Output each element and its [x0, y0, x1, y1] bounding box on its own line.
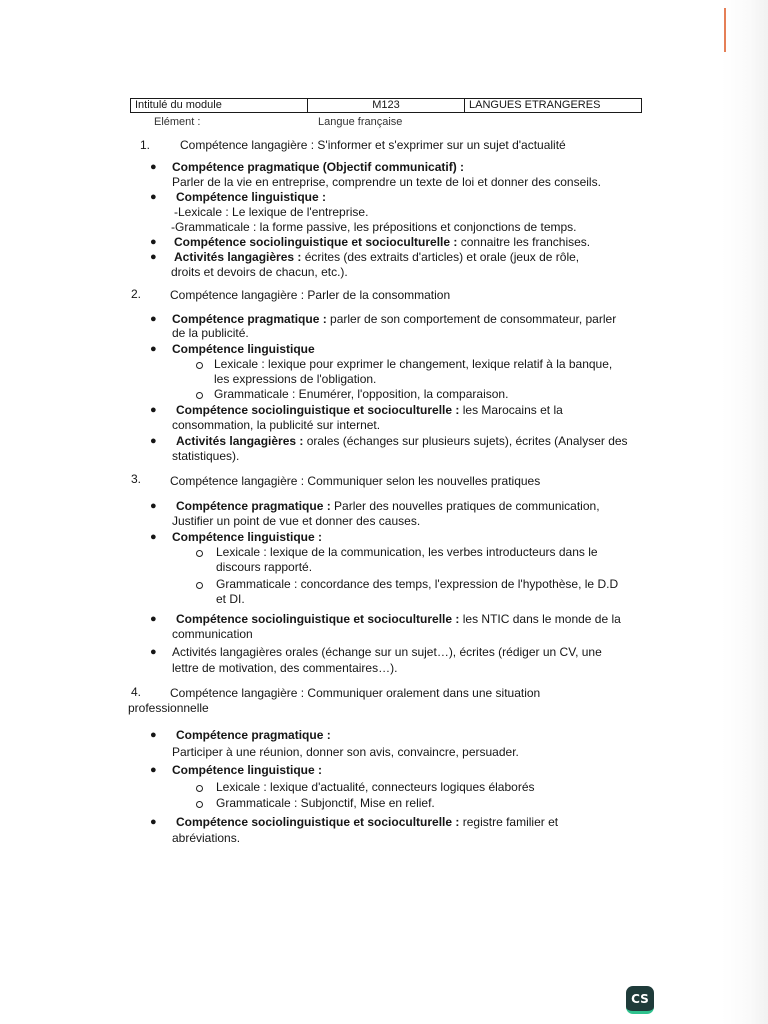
- section-heading-prefix: Compétence langagière :: [180, 138, 318, 152]
- item-text: abréviations.: [172, 831, 241, 845]
- sub-bullet-icon: [196, 785, 203, 792]
- bullet-icon: ●: [150, 343, 157, 355]
- sub-item-text: Lexicale : lexique de la communication, les verbes introducteurs dans le: [216, 545, 598, 559]
- item-text: Parler de la vie en entreprise, comprendre un texte de loi et donner des conseils.: [172, 175, 601, 189]
- item-text: écrites (des extraits d'articles) et orale (jeux de rôle,: [304, 250, 580, 264]
- bullet-icon: ●: [150, 404, 157, 416]
- module-label-cell: Intitulé du module: [131, 99, 308, 112]
- item-text: lettre de motivation, des commentaires…).: [172, 661, 398, 675]
- sub-item-text: et DI.: [216, 592, 245, 606]
- section-heading-prefix: Compétence langagière :: [170, 686, 308, 700]
- item-text: statistiques).: [172, 449, 240, 463]
- item-label: Compétence linguistique: [172, 342, 315, 356]
- element-value: Langue française: [318, 116, 403, 128]
- section-number: 4.: [131, 685, 142, 699]
- item-label: Compétence pragmatique (Objectif communicatif) :: [172, 160, 465, 174]
- bullet-icon: ●: [150, 500, 157, 512]
- item-line: [176, 815, 558, 830]
- item-label: Compétence pragmatique :: [176, 499, 331, 513]
- module-header-table: [130, 98, 642, 113]
- sub-item-text: Grammaticale : concordance des temps, l'expression de l'hypothèse, le D.D: [216, 577, 619, 591]
- section-heading-title: Parler de la consommation: [307, 288, 451, 302]
- section-heading: [170, 686, 540, 701]
- item-line: [174, 250, 579, 265]
- section-number: 3.: [131, 472, 142, 486]
- sub-item-text: discours rapporté.: [216, 560, 313, 574]
- item-line: [176, 403, 563, 418]
- bullet-icon: ●: [150, 313, 157, 325]
- item-line: [172, 312, 616, 327]
- sub-bullet-icon: [196, 801, 203, 808]
- module-code-cell: M123: [308, 99, 465, 112]
- item-text: -Grammaticale : la forme passive, les prépositions et conjonctions de temps.: [171, 220, 577, 234]
- item-text: les NTIC dans le monde de la: [462, 612, 621, 626]
- section-heading-prefix: Compétence langagière :: [170, 288, 308, 302]
- bullet-icon: ●: [150, 435, 157, 447]
- item-text: de la publicité.: [172, 326, 249, 340]
- bullet-icon: ●: [150, 191, 157, 203]
- section-heading-prefix: Compétence langagière :: [170, 474, 308, 488]
- item-label: Compétence sociolinguistique et socioculturelle :: [176, 815, 460, 829]
- item-line: [176, 434, 628, 449]
- item-text: Justifier un point de vue et donner des causes.: [172, 514, 421, 528]
- section-heading-continued: professionnelle: [128, 701, 209, 715]
- section-heading-title: Communiquer oralement dans une situation: [307, 686, 541, 700]
- element-label: Elément :: [154, 116, 201, 128]
- item-text: connaitre les franchises.: [460, 235, 591, 249]
- item-label: Compétence sociolinguistique et socioculturelle :: [176, 612, 460, 626]
- bullet-icon: ●: [150, 816, 157, 828]
- bullet-icon: ●: [150, 531, 157, 543]
- section-number: 1.: [140, 138, 151, 152]
- sub-item-text: Grammaticale : Subjonctif, Mise en relief.: [216, 796, 435, 810]
- sub-item-text: Lexicale : lexique d'actualité, connecteurs logiques élaborés: [216, 780, 535, 794]
- section-heading: [180, 138, 566, 153]
- item-label: Compétence sociolinguistique et socioculturelle :: [176, 403, 460, 417]
- bullet-icon: ●: [150, 764, 157, 776]
- section-heading: [170, 288, 450, 303]
- item-text: Parler des nouvelles pratiques de communication,: [334, 499, 600, 513]
- item-text: registre familier et: [462, 815, 559, 829]
- item-text: communication: [172, 627, 253, 641]
- bullet-icon: ●: [150, 729, 157, 741]
- item-text: droits et devoirs de chacun, etc.).: [171, 265, 348, 279]
- bullet-icon: ●: [150, 646, 157, 658]
- bullet-icon: ●: [150, 161, 157, 173]
- section-heading: [170, 474, 540, 489]
- item-label: Compétence pragmatique :: [172, 312, 327, 326]
- item-line: [176, 612, 621, 627]
- camscanner-logo-icon: CS: [626, 986, 654, 1014]
- module-name-cell: LANGUES ETRANGERES: [469, 99, 601, 111]
- section-heading-title: S'informer et s'exprimer sur un sujet d'actualité: [317, 138, 566, 152]
- item-text: consommation, la publicité sur internet.: [172, 418, 381, 432]
- item-label: Activités langagières :: [174, 250, 302, 264]
- sub-item-text: les expressions de l'obligation.: [214, 372, 377, 386]
- bullet-icon: ●: [150, 251, 157, 263]
- section-number: 2.: [131, 287, 142, 301]
- item-label: Compétence linguistique :: [172, 763, 323, 777]
- item-text: orales (échanges sur plusieurs sujets), écrites (Analyser des: [306, 434, 628, 448]
- item-text: Activités langagières orales (échange sur un sujet…), écrites (rédiger un CV, une: [172, 645, 602, 659]
- item-label: Compétence sociolinguistique et socioculturelle :: [174, 235, 458, 249]
- item-label: Compétence linguistique :: [172, 530, 323, 544]
- item-line: [176, 499, 600, 514]
- item-text: -Lexicale : Le lexique de l'entreprise.: [174, 205, 369, 219]
- sub-bullet-icon: [196, 362, 203, 369]
- bullet-icon: ●: [150, 236, 157, 248]
- item-label: Compétence pragmatique :: [176, 728, 331, 742]
- sub-bullet-icon: [196, 550, 203, 557]
- sub-item-text: Lexicale : lexique pour exprimer le changement, lexique relatif à la banque,: [214, 357, 613, 371]
- section-heading-title: Communiquer selon les nouvelles pratiques: [307, 474, 541, 488]
- sub-item-text: Grammaticale : Enumérer, l'opposition, la comparaison.: [214, 387, 509, 401]
- item-text: Participer à une réunion, donner son avis, convaincre, persuader.: [172, 745, 519, 759]
- bullet-icon: ●: [150, 613, 157, 625]
- item-text: les Marocains et la: [462, 403, 563, 417]
- sub-bullet-icon: [196, 392, 203, 399]
- item-label: Compétence linguistique :: [176, 190, 327, 204]
- item-line: [174, 235, 590, 250]
- item-label: Activités langagières :: [176, 434, 304, 448]
- sub-bullet-icon: [196, 582, 203, 589]
- item-text: parler de son comportement de consommateur, parler: [330, 312, 617, 326]
